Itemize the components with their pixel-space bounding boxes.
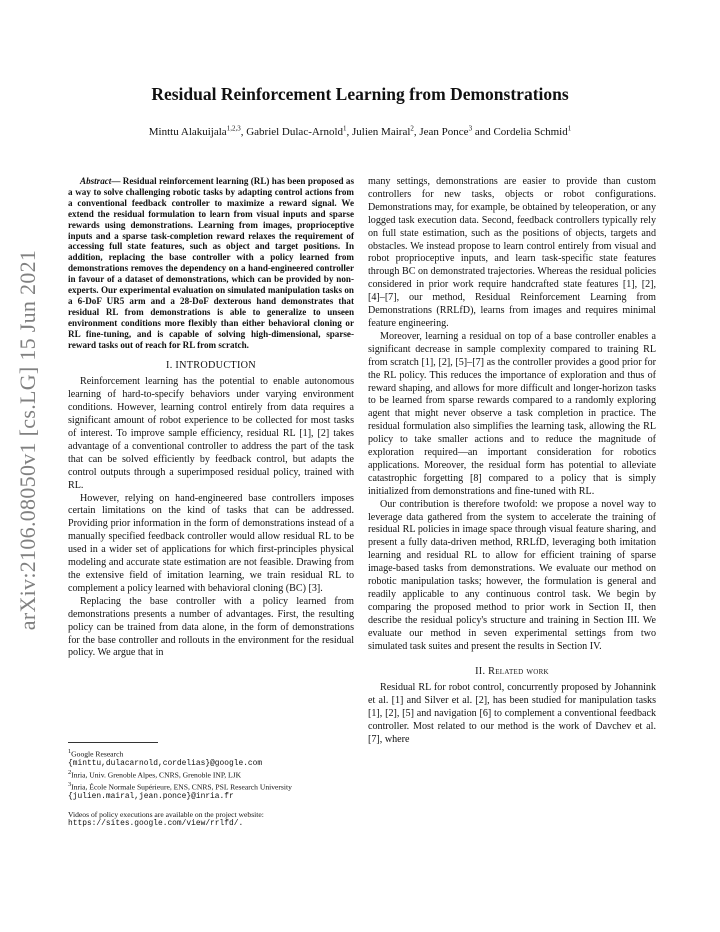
paragraph: Moreover, learning a residual on top of a base controller enables a significant decrease in sample complexity compared to training RL from scratch [1], [2], [5]–[7] as the controller provides a good prior for the RL policy. This reduces the importance of exploration and thus of reward shaping, and allows for more difficult and longer-horizon tasks to be learned from sparse rewards compared to a randomly exploring agent that might never observe a task completion in practice. The residual formulation also simplifies the learning task, allowing the RL policy to take smaller actions and to reduce the magnitude of exploration required—an important consideration for robotics applications. Moreover, the residual form has potential to alleviate catastrophic forgetting [8] compared to a policy that is simply initialized from demonstrations and fine-tuned with RL. <box>368 330 656 497</box>
project-website-link[interactable]: https://sites.google.com/view/rrlfd/. <box>68 819 244 829</box>
paragraph: many settings, demonstrations are easier to provide than custom controllers for new tasks, objects or robot configurations. Demonstrations may, for example, be obtained by teleoperation, or any logged task execution data. Second, feedback controllers typically rely on full state estimation, such as the positions of objects, targets and obstacles. We instead propose to learn control entirely from visual and robot proprioceptive inputs, and learn task-specific state features through BC on demonstrated trajectories. Whereas the residual policies considered in prior work require handcrafted state features [1], [2], [4]–[7], our method, Residual Reinforcement Learning from Demonstrations (RRLfD), learns from images and requires minimal feature engineering. <box>368 176 656 329</box>
paper-title: Residual Reinforcement Learning from Demonstrations <box>151 84 569 104</box>
footnote-email-2: {julien.mairal,jean.ponce}@inria.fr <box>68 792 234 802</box>
paragraph: Replacing the base controller with a policy learned from demonstrations presents a number of advantages. First, the resulting policy can be trained from data alone, in the form of demonstrations for the base controller and rollouts in the environment for the residual policy. We argue that in <box>68 595 354 659</box>
author: Jean Ponce$^3$ and <box>419 124 494 138</box>
abstract-label: Abstract <box>80 176 112 186</box>
footnote-rule <box>68 742 158 743</box>
author: Julien Mairal$^2$, <box>352 124 420 138</box>
author: Gabriel Dulac-Arnold$^1$, <box>246 124 353 138</box>
section-heading-related-work: II. Related work <box>475 665 549 677</box>
section-heading-introduction: I. INTRODUCTION <box>166 359 256 371</box>
footnote-affiliation-3: $^3$Inria, École Normale Supérieure, ENS, CNRS, PSL Research University <box>68 781 292 792</box>
author: Minttu Alakuijala$^{1,2,3}$, <box>148 124 247 138</box>
right-column <box>368 176 656 747</box>
abstract-text: — Residual reinforcement learning (RL) has been proposed as a way to solve challenging robotic tasks by adapting control actions from a conventional feedback controller to maximize a reward signal. We extend the residual formulation to learn from visual inputs and sparse rewards using demonstrations. Learning from images, proprioceptive inputs and a sparse task-completion reward relaxes the requirement of accessing full state features, such as object and target positions. In addition, replacing the base controller with a policy learned from demonstrations removes the dependency on a hand-engineered controller in favour of a dataset of demonstrations, which can be provided by non-experts. Our experimental evaluation on simulated manipulation tasks on a 6-DoF UR5 arm and a 28-DoF dexterous hand demonstrates that residual RL from demonstrations is able to generalize to unseen environment conditions more flexibly than either behavioral cloning or RL fine-tuning, and is capable of solving high-dimensional, sparse-reward tasks out of reach for RL from scratch. <box>68 176 354 350</box>
author: Cordelia Schmid$^1$ <box>493 124 572 138</box>
paragraph: Residual RL for robot control, concurrently proposed by Johannink et al. [1] and Silver et al. [2], has been studied for manipulation tasks [1], [2], [5] and navigation [6] to complement a conventional feedback controller. Most related to our method is the work of Davchev et al. [7], where <box>368 682 656 746</box>
footnote-video-note: Videos of policy executions are available on the project website: <box>68 809 264 819</box>
abstract <box>68 176 354 351</box>
arxiv-stamp: arXiv:2106.08050v1 [cs.LG] 15 Jun 2021 <box>15 249 40 631</box>
author-list <box>40 124 680 138</box>
footnote-email-1: {minttu,dulacarnold,cordelias}@google.com <box>68 758 263 768</box>
paragraph: Reinforcement learning has the potential to enable autonomous learning of hard-to-specify behaviors under varying environment conditions. However, learning control entirely from data requires a significant amount of robot experience to be collected for most tasks of interest. To improve sample efficiency, residual RL [1], [2] takes advantage of a conventional controller to address the part of the task that can be solved efficiently by feedback control, but adapts the control outputs through a superimposed residual policy, trained with RL. <box>68 376 354 491</box>
footnote-affiliation-1: $^1$Google Research <box>68 748 124 759</box>
paragraph: However, relying on hand-engineered base controllers imposes certain limitations on the kind of tasks that can be addressed. Providing prior information in the form of demonstrations instead of a manually specified feedback controller would allow residual RL to be used in a wider set of applications for which first-principles physical modeling and accurate state estimation are not feasible. Drawing from the extensive field of imitation learning, we train residual RL to complement a policy learned with behavioral cloning (BC) [3]. <box>68 492 354 594</box>
footnotes <box>68 742 358 828</box>
left-column <box>68 176 354 660</box>
footnote-affiliation-2: $^2$Inria, Univ. Grenoble Alpes, CNRS, Grenoble INP, LJK <box>68 769 242 780</box>
paragraph: Our contribution is therefore twofold: we propose a novel way to leverage data gathered from the system to accelerate the training of residual RL policies in image space through visual feature sharing, and present a fully data-driven method, RRLfD, leveraging both imitation learning and residual RL to allow for efficient training of sparse image-based tasks from demonstrations. We evaluate our method on robotic manipulation tasks; however, the formulation is general and readily applicable to any continuous control task. We begin by comparing the proposed method to prior work in Section II, then describe the residual policy's structure and training in Section III. We evaluate our method in seven experimental settings from two simulated task suites and present the results in Section IV. <box>368 498 656 652</box>
